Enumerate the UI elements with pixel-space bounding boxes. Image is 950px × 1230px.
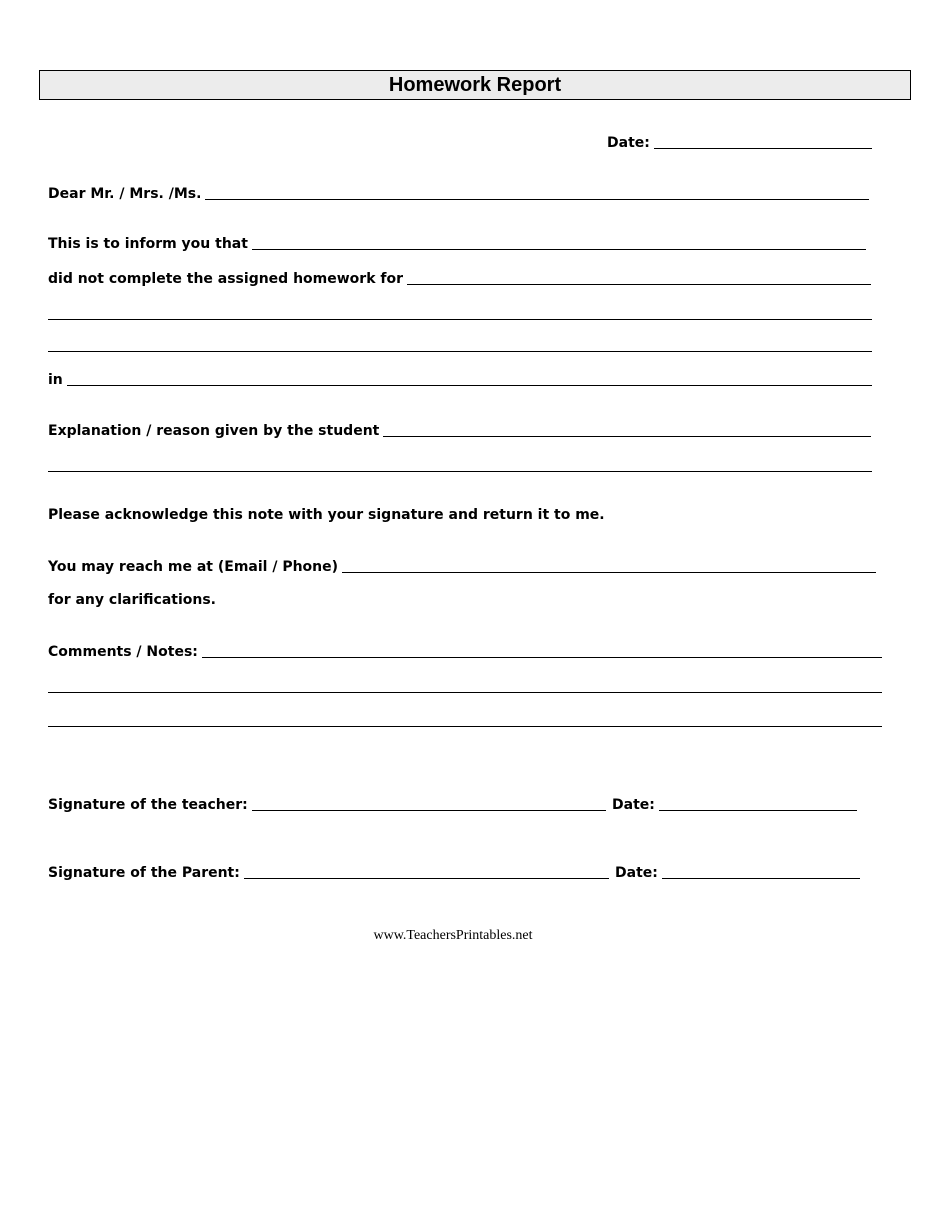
- date-row: [607, 133, 872, 151]
- page-title: Homework Report: [39, 70, 911, 100]
- homework-label: did not complete the assigned homework for: [48, 271, 403, 287]
- date-field[interactable]: [654, 134, 872, 149]
- homework-field[interactable]: [407, 270, 871, 285]
- reach-label: You may reach me at (Email / Phone): [48, 559, 339, 575]
- explanation-label: Explanation / reason given by the student: [48, 423, 380, 439]
- teacher-signature-label: Signature of the teacher:: [48, 797, 248, 813]
- reach-row: [48, 557, 876, 575]
- comments-continuation-field-2[interactable]: [48, 712, 882, 727]
- dear-row: [48, 184, 869, 202]
- in-row: [48, 370, 872, 388]
- comments-row: [48, 642, 882, 660]
- comments-continuation-row-2: [48, 711, 882, 729]
- contact-field[interactable]: [342, 558, 876, 573]
- inform-row: [48, 234, 866, 252]
- comments-label: Comments / Notes:: [48, 644, 198, 660]
- parent-signature-field[interactable]: [244, 864, 609, 879]
- homework-continuation-row-1: [48, 304, 872, 322]
- explanation-continuation-row: [48, 456, 872, 474]
- student-name-field[interactable]: [252, 235, 866, 250]
- subject-field[interactable]: [67, 371, 872, 386]
- teacher-date-label: Date:: [612, 797, 655, 813]
- acknowledge-text: Please acknowledge this note with your signature and return it to me.: [48, 507, 605, 523]
- teacher-signature-field[interactable]: [252, 796, 606, 811]
- explanation-field[interactable]: [383, 422, 871, 437]
- parent-date-field[interactable]: [662, 864, 860, 879]
- clarifications-text: for any clarifications.: [48, 592, 216, 608]
- inform-label: This is to inform you that: [48, 236, 248, 252]
- parent-signature-label: Signature of the Parent:: [48, 865, 240, 881]
- teacher-date-row: [612, 795, 857, 813]
- recipient-name-field[interactable]: [205, 185, 869, 200]
- dear-label: Dear Mr. / Mrs. /Ms.: [48, 186, 202, 202]
- homework-row: [48, 269, 871, 287]
- parent-date-row: [615, 863, 860, 881]
- comments-continuation-field-1[interactable]: [48, 678, 882, 693]
- comments-field[interactable]: [202, 643, 882, 658]
- date-label: Date:: [607, 135, 650, 151]
- comments-continuation-row-1: [48, 677, 882, 695]
- footer-website: www.TeachersPrintables.net: [373, 928, 533, 943]
- teacher-signature-row: [48, 795, 606, 813]
- homework-continuation-field-1[interactable]: [48, 305, 872, 320]
- parent-signature-row: [48, 863, 609, 881]
- parent-date-label: Date:: [615, 865, 658, 881]
- explanation-row: [48, 421, 871, 439]
- teacher-date-field[interactable]: [659, 796, 857, 811]
- explanation-continuation-field[interactable]: [48, 457, 872, 472]
- in-label: in: [48, 372, 63, 388]
- homework-continuation-row-2: [48, 336, 872, 354]
- homework-continuation-field-2[interactable]: [48, 337, 872, 352]
